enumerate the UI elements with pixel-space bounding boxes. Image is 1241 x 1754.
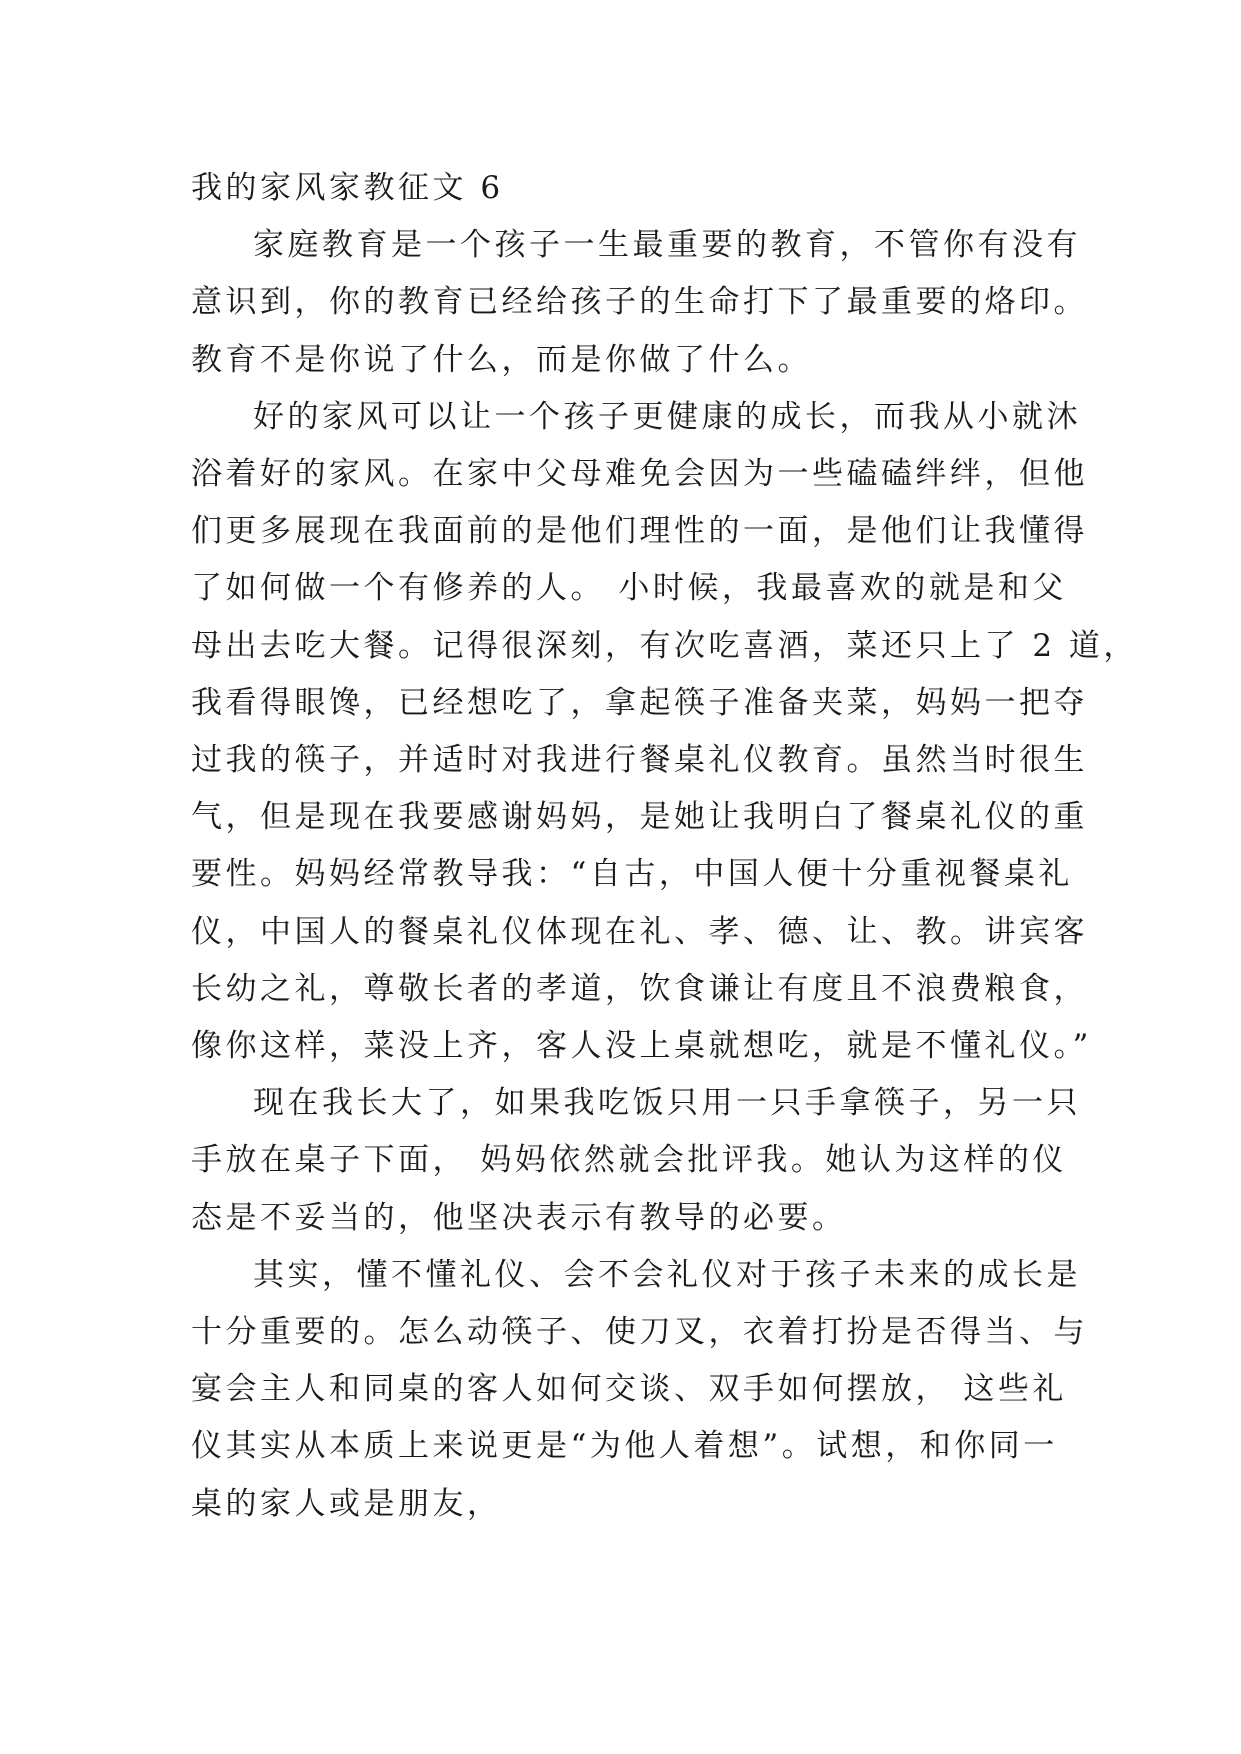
- text-line: 过我的筷子，并适时对我进行餐桌礼仪教育。虽然当时很生: [191, 742, 1088, 779]
- text-line: 要性。妈妈经常教导我：“自古，中国人便十分重视餐桌礼: [191, 856, 1073, 893]
- text-line: 家庭教育是一个孩子一生最重要的教育，不管你有没有: [253, 227, 1081, 264]
- text-line: 其实，懂不懂礼仪、会不会礼仪对于孩子未来的成长是: [253, 1256, 1081, 1293]
- paragraph-2: [191, 389, 1138, 1075]
- text-line: 意识到，你的教育已经给孩子的生命打下了最重要的烙印。: [191, 284, 1088, 321]
- text-line: 现在我长大了，如果我吃饭只用一只手拿筷子，另一只: [253, 1085, 1081, 1122]
- text-line: 教育不是你说了什么，而是你做了什么。: [191, 341, 812, 378]
- text-line: 了如何做一个有修养的人。 小时候，我最喜欢的就是和父: [191, 570, 1067, 607]
- text-line: 桌的家人或是朋友，: [191, 1485, 502, 1522]
- document-title: 我的家风家教征文 6: [191, 170, 504, 206]
- text-line: 母出去吃大餐。记得很深刻，有次吃喜酒，菜还只上了 2 道，: [191, 627, 1138, 664]
- text-line: 我看得眼馋，已经想吃了，拿起筷子准备夹菜，妈妈一把夺: [191, 684, 1088, 721]
- document-body: [191, 160, 1138, 1533]
- paragraph-3: [191, 1075, 1081, 1247]
- text-line: 气，但是现在我要感谢妈妈，是她让我明白了餐桌礼仪的重: [191, 799, 1088, 836]
- text-line: 长幼之礼，尊敬长者的孝道，饮食谦让有度且不浪费粮食，: [191, 970, 1088, 1007]
- text-line: 态是不妥当的，他坚决表示有教导的必要。: [191, 1199, 847, 1236]
- text-line: 仪，中国人的餐桌礼仪体现在礼、孝、德、让、教。讲宾客: [191, 913, 1088, 950]
- paragraph-1: [191, 217, 1088, 389]
- text-line: 仪其实从本质上来说更是“为他人着想”。试想，和你同一: [191, 1428, 1058, 1465]
- text-line: 宴会主人和同桌的客人如何交谈、双手如何摆放， 这些礼: [191, 1371, 1067, 1408]
- text-line: 手放在桌子下面， 妈妈依然就会批评我。她认为这样的仪: [191, 1142, 1067, 1179]
- text-line: 十分重要的。怎么动筷子、使刀叉，衣着打扮是否得当、与: [191, 1314, 1088, 1351]
- text-line: 像你这样，菜没上齐，客人没上桌就想吃，就是不懂礼仪。”: [191, 1028, 1092, 1065]
- text-line: 们更多展现在我面前的是他们理性的一面，是他们让我懂得: [191, 513, 1088, 550]
- text-line: 浴着好的家风。在家中父母难免会因为一些磕磕绊绊，但他: [191, 456, 1088, 493]
- paragraph-4: [191, 1247, 1088, 1533]
- text-line: 好的家风可以让一个孩子更健康的成长，而我从小就沐: [253, 398, 1081, 435]
